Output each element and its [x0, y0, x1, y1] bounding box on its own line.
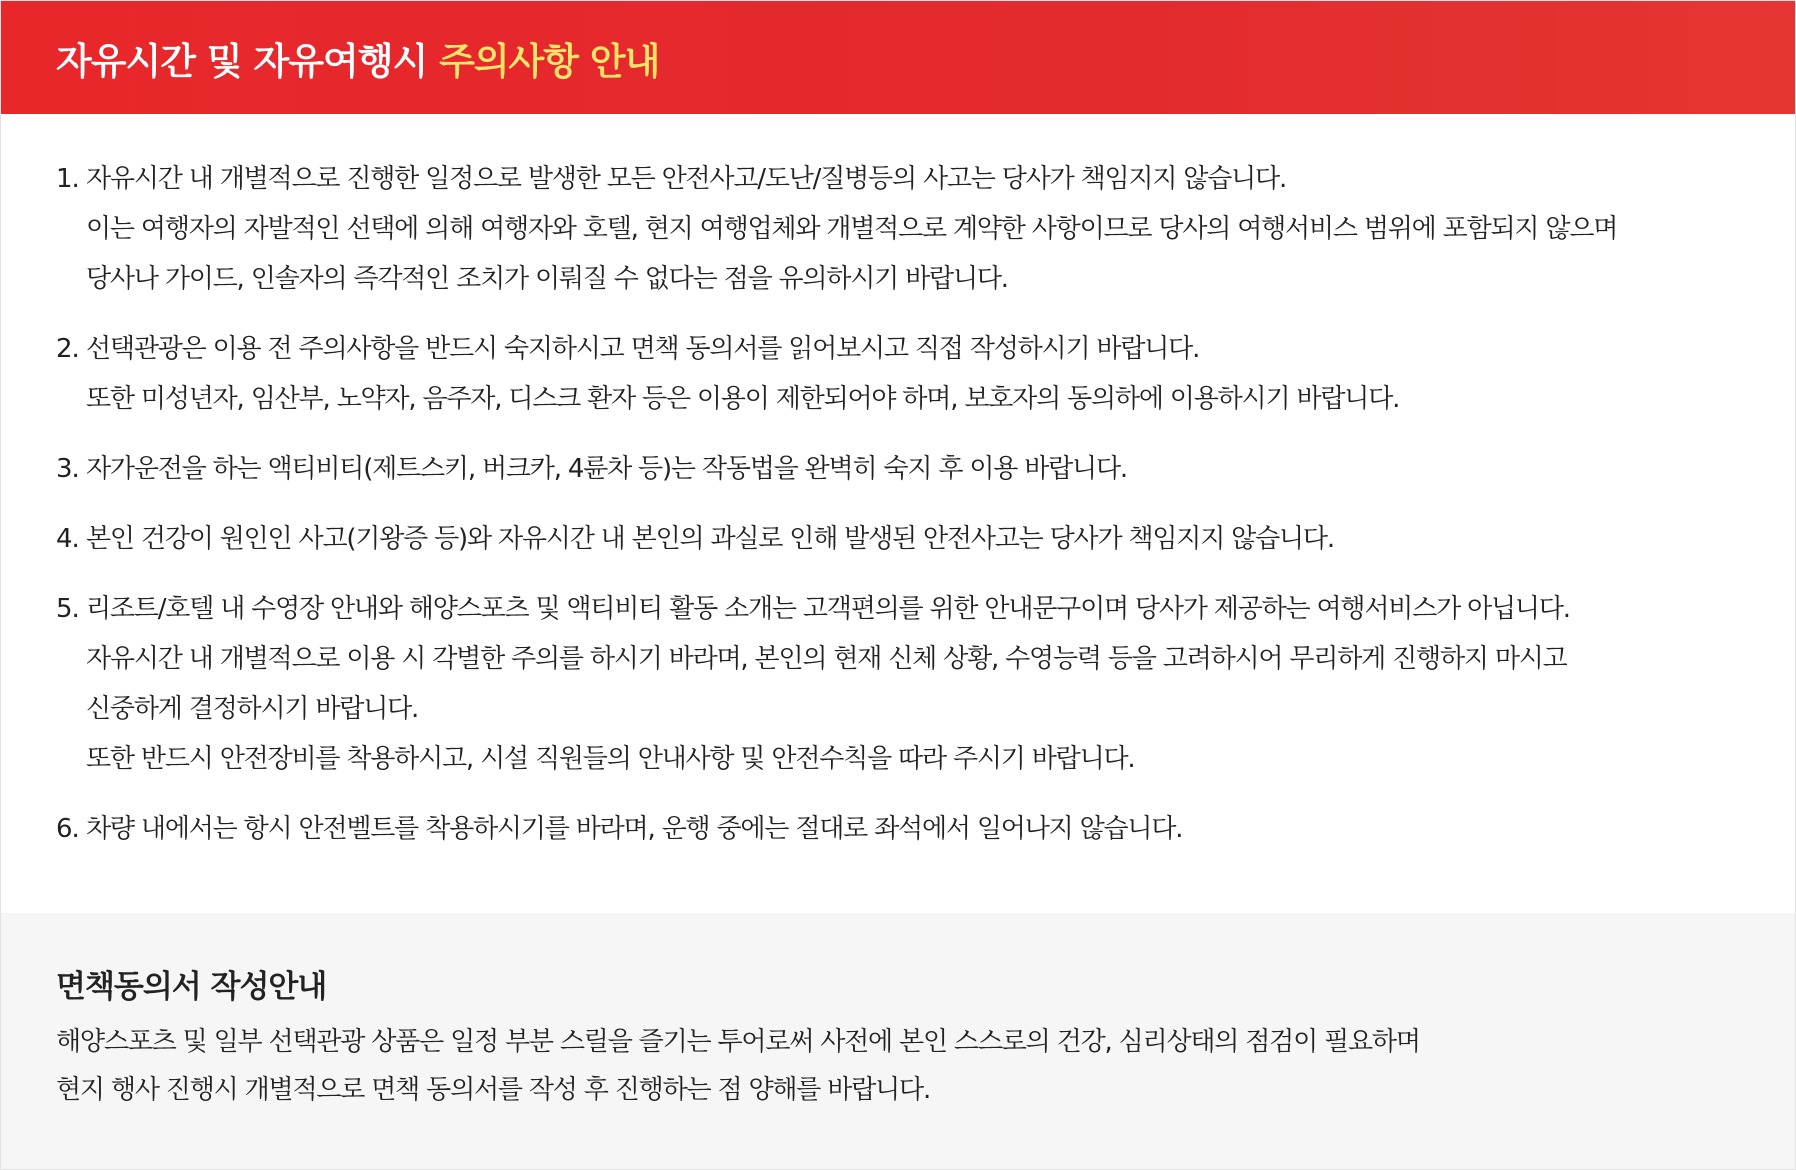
- notice-line: 또한 미성년자, 임산부, 노약자, 음주자, 디스크 환자 등은 이용이 제한되어야 하며, 보호자의 동의하에 이용하시기 바랍니다.: [86, 384, 1400, 414]
- notice-item-6: [56, 804, 1735, 854]
- notice-number: 5.: [56, 594, 79, 624]
- notice-number: 2.: [56, 334, 79, 364]
- notice-line: 신중하게 결정하시기 바랍니다.: [86, 694, 419, 724]
- notice-number: 3.: [56, 454, 79, 484]
- page-title: [56, 31, 659, 85]
- notice-line: 자유시간 내 개별적으로 이용 시 각별한 주의를 하시기 바라며, 본인의 현재 신체 상황, 수영능력 등을 고려하시어 무리하게 진행하지 마시고: [86, 644, 1567, 674]
- notice-body: [86, 324, 1735, 424]
- notice-number: 6.: [56, 814, 79, 844]
- notice-item-3: [56, 444, 1735, 494]
- notice-line: 선택관광은 이용 전 주의사항을 반드시 숙지하시고 면책 동의서를 읽어보시고 직접 작성하시기 바랍니다.: [86, 334, 1200, 364]
- notice-number: 4.: [56, 524, 79, 554]
- waiver-line: 현지 행사 진행시 개별적으로 면책 동의서를 작성 후 진행하는 점 양해를 바랍니다.: [56, 1075, 931, 1105]
- notice-item-5: [56, 584, 1735, 784]
- notice-item-2: [56, 324, 1735, 424]
- notice-number: 1.: [56, 164, 79, 194]
- notice-line: 차량 내에서는 항시 안전벨트를 착용하시기를 바라며, 운행 중에는 절대로 좌석에서 일어나지 않습니다.: [86, 814, 1183, 844]
- notice-list: [1, 114, 1795, 854]
- page-title-accent: 주의사항 안내: [439, 39, 660, 83]
- waiver-line: 해양스포츠 및 일부 선택관광 상품은 일정 부분 스릴을 즐기는 투어로써 사전에 본인 스스로의 건강, 심리상태의 점검이 필요하며: [56, 1027, 1420, 1057]
- notice-line: 리조트/호텔 내 수영장 안내와 해양스포츠 및 액티비티 활동 소개는 고객편의를 위한 안내문구이며 당사가 제공하는 여행서비스가 아닙니다.: [86, 594, 1570, 624]
- notice-body: [86, 584, 1735, 784]
- notice-body: [86, 804, 1735, 854]
- notice-line: 자유시간 내 개별적으로 진행한 일정으로 발생한 모든 안전사고/도난/질병등의 사고는 당사가 책임지지 않습니다.: [86, 164, 1287, 194]
- notice-item-1: [56, 154, 1735, 304]
- waiver-section: [1, 913, 1795, 1169]
- notice-line: 당사나 가이드, 인솔자의 즉각적인 조치가 이뤄질 수 없다는 점을 유의하시기 바랍니다.: [86, 264, 1008, 294]
- notice-body: [86, 154, 1735, 304]
- notice-body: [86, 444, 1735, 494]
- page-title-main: 자유시간 및 자유여행시: [56, 39, 440, 83]
- notice-body: [86, 514, 1735, 564]
- page-header: [1, 1, 1795, 114]
- waiver-title: 면책동의서 작성안내: [56, 969, 327, 1005]
- notice-item-4: [56, 514, 1735, 564]
- notice-line: 이는 여행자의 자발적인 선택에 의해 여행자와 호텔, 현지 여행업체와 개별적으로 계약한 사항이므로 당사의 여행서비스 범위에 포함되지 않으며: [86, 214, 1618, 244]
- notice-line: 본인 건강이 원인인 사고(기왕증 등)와 자유시간 내 본인의 과실로 인해 발생된 안전사고는 당사가 책임지지 않습니다.: [86, 524, 1334, 554]
- notice-line: 자가운전을 하는 액티비티(제트스키, 버크카, 4륜차 등)는 작동법을 완벽히 숙지 후 이용 바랍니다.: [86, 454, 1127, 484]
- notice-line: 또한 반드시 안전장비를 착용하시고, 시설 직원들의 안내사항 및 안전수칙을 따라 주시기 바랍니다.: [86, 744, 1135, 774]
